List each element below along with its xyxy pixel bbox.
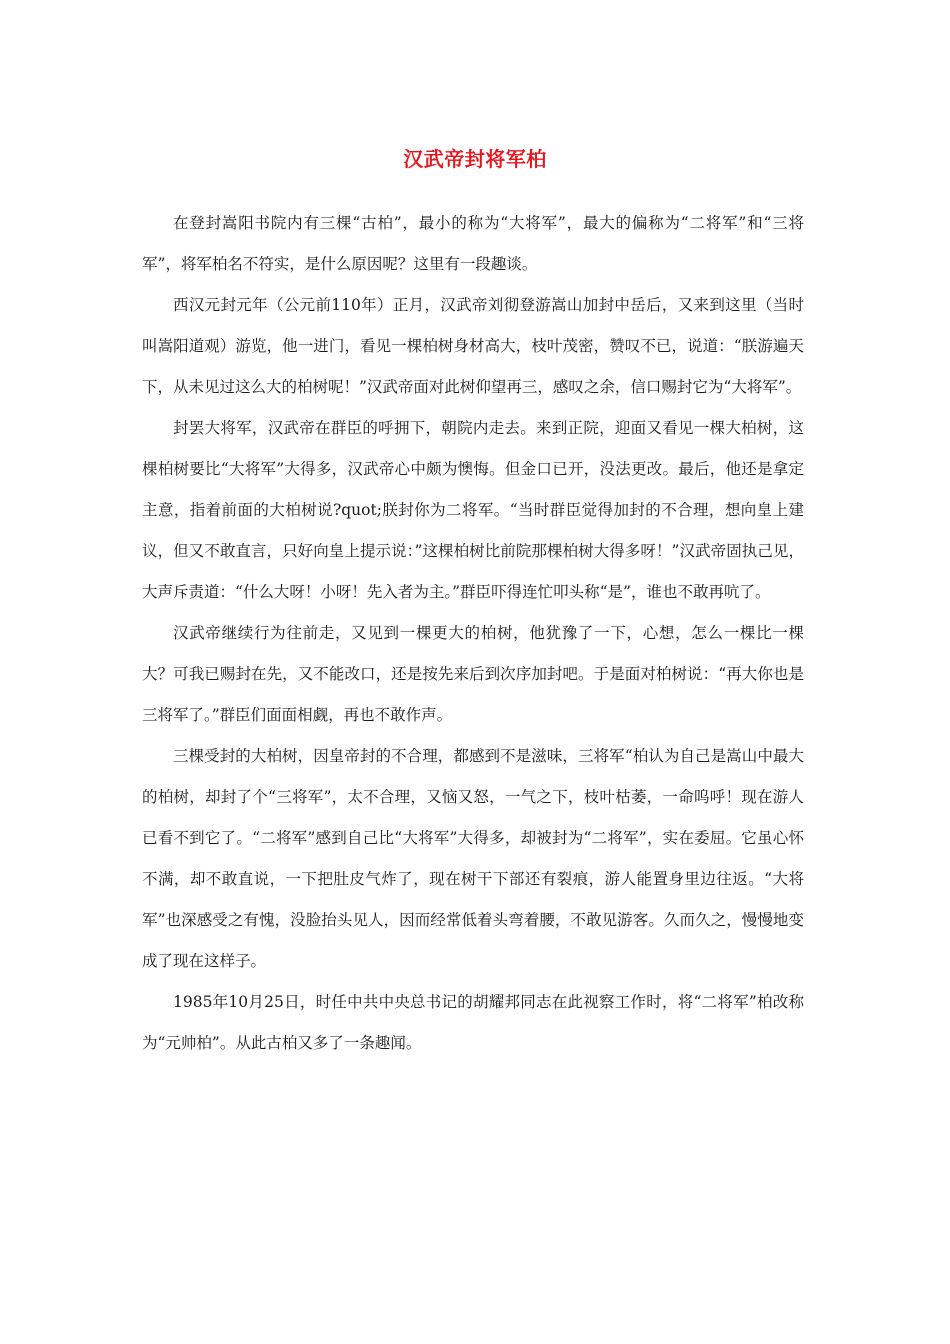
document-title: 汉武帝封将军柏 <box>403 147 547 171</box>
document-body <box>142 203 804 1064</box>
paragraph-6: 1985年10月25日，时任中共中央总书记的胡耀邦同志在此视察工作时，将“二将军”柏改称为“元帅柏”。从此古柏又多了一条趣闻。 <box>142 993 804 1052</box>
paragraph-3: 封罢大将军，汉武帝在群臣的呼拥下，朝院内走去。来到正院，迎面又看见一棵大柏树，这棵柏树要比“大将军”大得多，汉武帝心中颇为懊悔。但金口已开，没法更改。最后，他还是拿定主意，指着前面的大柏树说?quot;朕封你为二将军。“当时群臣觉得加封的不合理，想向皇上建议，但又不敢直言，只好向皇上提示说：”这棵柏树比前院那棵柏树大得多呀！”汉武帝固执己见，大声斥责道：“什么大呀！小呀！先入者为主。”群臣吓得连忙叩头称“是”，谁也不敢再吭了。 <box>142 419 804 601</box>
paragraph-5: 三棵受封的大柏树，因皇帝封的不合理，都感到不是滋味，三将军“柏认为自己是嵩山中最大的柏树，却封了个“三将军”，太不合理，又恼又怒，一气之下，枝叶枯萎，一命呜呼！现在游人已看不到它了。“二将军”感到自己比“大将军”大得多，却被封为“二将军”，实在委屈。它虽心怀不满，却不敢直说，一下把肚皮气炸了，现在树干下部还有裂痕，游人能置身里边往返。“大将军”也深感受之有愧，没脸抬头见人，因而经常低着头弯着腰，不敢见游客。久而久之，慢慢地变成了现在这样子。 <box>142 747 804 970</box>
paragraph-2: 西汉元封元年（公元前110年）正月，汉武帝刘彻登游嵩山加封中岳后，又来到这里（当时叫嵩阳道观）游览，他一进门，看见一棵柏树身材高大，枝叶茂密，赞叹不已，说道：“朕游遍天下，从未见过这么大的柏树呢！”汉武帝面对此树仰望再三，感叹之余，信口赐封它为“大将军”。 <box>142 296 804 396</box>
paragraph-4: 汉武帝继续行为往前走，又见到一棵更大的柏树，他犹豫了一下，心想，怎么一棵比一棵大？可我已赐封在先，又不能改口，还是按先来后到次序加封吧。于是面对柏树说：“再大你也是三将军了。”群臣们面面相觑，再也不敢作声。 <box>142 624 804 724</box>
paragraph-1: 在登封嵩阳书院内有三棵“古柏”，最小的称为“大将军”，最大的偏称为“二将军”和“三将军”，将军柏名不符实，是什么原因呢？这里有一段趣谈。 <box>142 214 804 273</box>
